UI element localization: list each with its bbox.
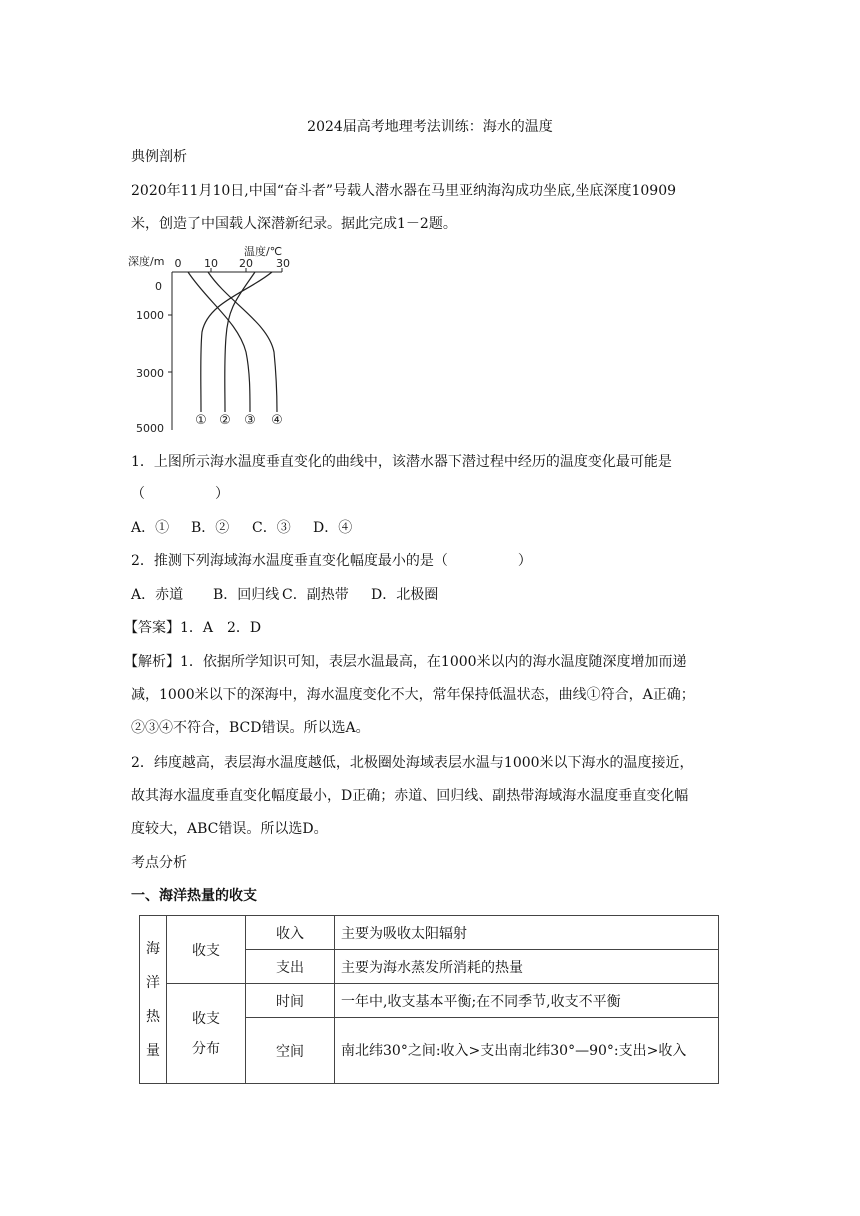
depth-tick-3000: 3000 xyxy=(136,367,164,380)
question-1-line-1: 1．上图所示海水温度垂直变化的曲线中，该潜水器下潜过程中经历的温度变化最可能是 xyxy=(131,454,672,470)
q1-option-d: D．④ xyxy=(313,520,353,536)
q2-option-b: B．回归线 xyxy=(213,587,280,603)
q2-option-a: A．赤道 xyxy=(131,587,184,603)
ocean-heat-budget-table xyxy=(139,915,719,1084)
temperature-depth-figure xyxy=(128,242,298,438)
curve-label-2: ② xyxy=(219,413,231,428)
heading-ocean-heat-budget: 一、海洋热量的收支 xyxy=(131,888,257,904)
table-group-budget: 收支 xyxy=(167,916,246,984)
question-1-line-2: （ ） xyxy=(131,486,229,502)
table-space-text: 南北纬30°之间:收入>支出南北纬30°—90°:支出>收入 xyxy=(335,1018,719,1084)
question-1-options xyxy=(131,518,352,538)
document-title: 2024届高考地理考法训练：海水的温度 xyxy=(307,119,553,135)
temp-tick-20: 20 xyxy=(239,257,253,270)
table-income-label: 收入 xyxy=(246,916,335,950)
analysis-line-3: ②③④不符合，BCD错误。所以选A。 xyxy=(131,720,370,736)
curve-label-1: ① xyxy=(195,413,207,428)
intro-text-line-1: 2020年11月10日,中国“奋斗者”号载人潜水器在马里亚纳海沟成功坐底,坐底深度10909 xyxy=(131,183,677,199)
analysis-line-5: 故其海水温度垂直变化幅度最小，D正确；赤道、回归线、副热带海域海水温度垂直变化幅 xyxy=(131,788,689,804)
q2-option-c: C．副热带 xyxy=(282,587,349,603)
analysis-line-6: 度较大，ABC错误。所以选D。 xyxy=(131,821,328,837)
table-time-text: 一年中,收支基本平衡;在不同季节,收支不平衡 xyxy=(335,984,719,1018)
q1-option-b: B．② xyxy=(191,520,230,536)
curve-1 xyxy=(201,272,272,412)
analysis-line-2: 减，1000米以下的深海中，海水温度变化不大，常年保持低温状态，曲线①符合，A正确； xyxy=(131,687,695,703)
section-heading-example: 典例剖析 xyxy=(131,149,187,165)
q1-option-a: A．① xyxy=(131,520,170,536)
curve-label-3: ③ xyxy=(244,413,256,428)
answer-line: 【答案】1．A 2．D xyxy=(124,620,262,636)
curve-label-4: ④ xyxy=(271,413,283,428)
table-group-distribution: 收支 分布 xyxy=(167,984,246,1084)
table-income-text: 主要为吸收太阳辐射 xyxy=(335,916,719,950)
q2-option-d: D．北极圈 xyxy=(371,587,439,603)
depth-tick-5000: 5000 xyxy=(136,422,164,435)
table-time-label: 时间 xyxy=(246,984,335,1018)
depth-tick-1000: 1000 xyxy=(136,309,164,322)
depth-axis-label: 深度/m xyxy=(128,255,165,268)
section-heading-analysis: 考点分析 xyxy=(131,855,187,871)
intro-text-line-2: 米，创造了中国载人深潜新纪录。据此完成1－2题。 xyxy=(131,216,457,232)
table-space-label: 空间 xyxy=(246,1018,335,1084)
analysis-line-1: 【解析】1．依据所学知识可知，表层水温最高，在1000米以内的海水温度随深度增加而递 xyxy=(124,654,687,670)
temp-tick-0: 0 xyxy=(174,257,182,270)
table-vertical-label: 海 洋 热 量 xyxy=(140,916,167,1084)
question-2-options xyxy=(131,585,438,605)
table-expense-text: 主要为海水蒸发所消耗的热量 xyxy=(335,950,719,984)
temp-tick-30: 30 xyxy=(276,257,290,270)
analysis-line-4: 2．纬度越高，表层海水温度越低，北极圈处海域表层水温与1000米以下海水的温度接近， xyxy=(131,755,694,771)
q1-option-c: C．③ xyxy=(252,520,291,536)
depth-tick-0: 0 xyxy=(155,280,162,293)
temp-axis-label: 温度/℃ xyxy=(244,245,283,258)
question-2-line: 2．推测下列海域海水温度垂直变化幅度最小的是（ ） xyxy=(131,553,532,569)
table-expense-label: 支出 xyxy=(246,950,335,984)
temp-tick-10: 10 xyxy=(204,257,218,270)
